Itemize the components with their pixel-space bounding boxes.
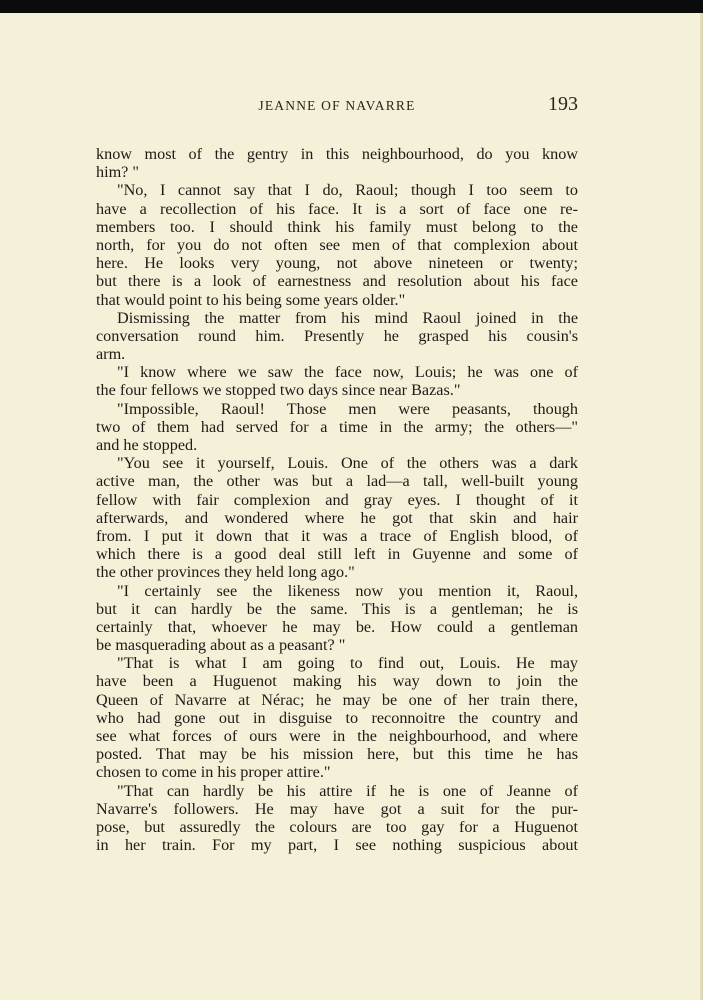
text-line: north, for you do not often see men of that complexion about xyxy=(96,235,578,254)
text-line: that would point to his being some years older." xyxy=(96,290,406,309)
text-line: but it can hardly be the same. This is a gentleman; he is xyxy=(96,599,578,618)
text-line: "Impossible, Raoul! Those men were peasants, though xyxy=(117,399,578,418)
text-line: see what forces of ours were in the neighbourhood, and where xyxy=(96,727,578,745)
text-line: and he stopped. xyxy=(96,436,198,454)
text-line: have a recollection of his face. It is a sort of face one re- xyxy=(96,199,578,218)
text-line: know most of the gentry in this neighbourhood, do you know xyxy=(96,145,578,163)
text-line: fellow with fair complexion and gray eyes. I thought of it xyxy=(96,490,578,509)
text-line: in her train. For my part, I see nothing suspicious about xyxy=(96,836,578,855)
text-line: "I certainly see the likeness now you mention it, Raoul, xyxy=(117,581,578,600)
text-line: chosen to come in his proper attire." xyxy=(96,763,331,782)
text-line: active man, the other was but a lad—a tall, well-built young xyxy=(96,472,578,491)
scan-top-border xyxy=(0,0,703,13)
text-line: the other provinces they held long ago." xyxy=(96,563,355,582)
text-line: "That can hardly be his attire if he is one of Jeanne of xyxy=(117,781,578,800)
text-line: "No, I cannot say that I do, Raoul; though I too seem to xyxy=(117,181,578,200)
text-line: Dismissing the matter from his mind Raoul joined in the xyxy=(117,308,578,327)
text-line: "That is what I am going to find out, Louis. He may xyxy=(117,654,578,673)
text-line: arm. xyxy=(96,345,126,364)
text-line: pose, but assuredly the colours are too gay for a Huguenot xyxy=(96,817,578,836)
text-line: but there is a look of earnestness and resolution about his face xyxy=(96,272,578,291)
text-line: "You see it yourself, Louis. One of the others was a dark xyxy=(117,454,578,473)
text-line: certainly that, whoever he may be. How could a gentleman xyxy=(96,617,578,636)
text-line: here. He looks very young, not above nineteen or twenty; xyxy=(96,254,578,273)
text-line: "I know where we saw the face now, Louis; he was one of xyxy=(117,363,578,382)
text-line: which there is a good deal still left in Guyenne and some of xyxy=(96,545,578,564)
text-line: who had gone out in disguise to reconnoitre the country and xyxy=(96,708,578,727)
text-line: members too. I should think his family must belong to the xyxy=(96,217,578,236)
text-line: two of them had served for a time in the army; the others—" xyxy=(96,417,578,436)
text-line: conversation round him. Presently he grasped his cousin's xyxy=(96,326,578,345)
text-line: the four fellows we stopped two days since near Bazas." xyxy=(96,381,461,400)
text-line: him? " xyxy=(96,163,140,182)
text-line: Queen of Navarre at Nérac; he may be one of her train there, xyxy=(96,690,578,709)
body-text xyxy=(96,145,578,854)
text-line: posted. That may be his mission here, but this time he has xyxy=(96,745,578,764)
text-line: from. I put it down that it was a trace of English blood, of xyxy=(96,526,578,545)
running-head xyxy=(96,93,578,119)
text-line: Navarre's followers. He may have got a suit for the pur- xyxy=(96,799,578,818)
page-number: 193 xyxy=(548,93,578,115)
text-line: be masquerading about as a peasant? " xyxy=(96,636,346,655)
running-title: JEANNE OF NAVARRE xyxy=(258,98,416,113)
text-line: afterwards, and wondered where he got that skin and hair xyxy=(96,508,578,527)
text-line: have been a Huguenot making his way down to join the xyxy=(96,672,578,691)
